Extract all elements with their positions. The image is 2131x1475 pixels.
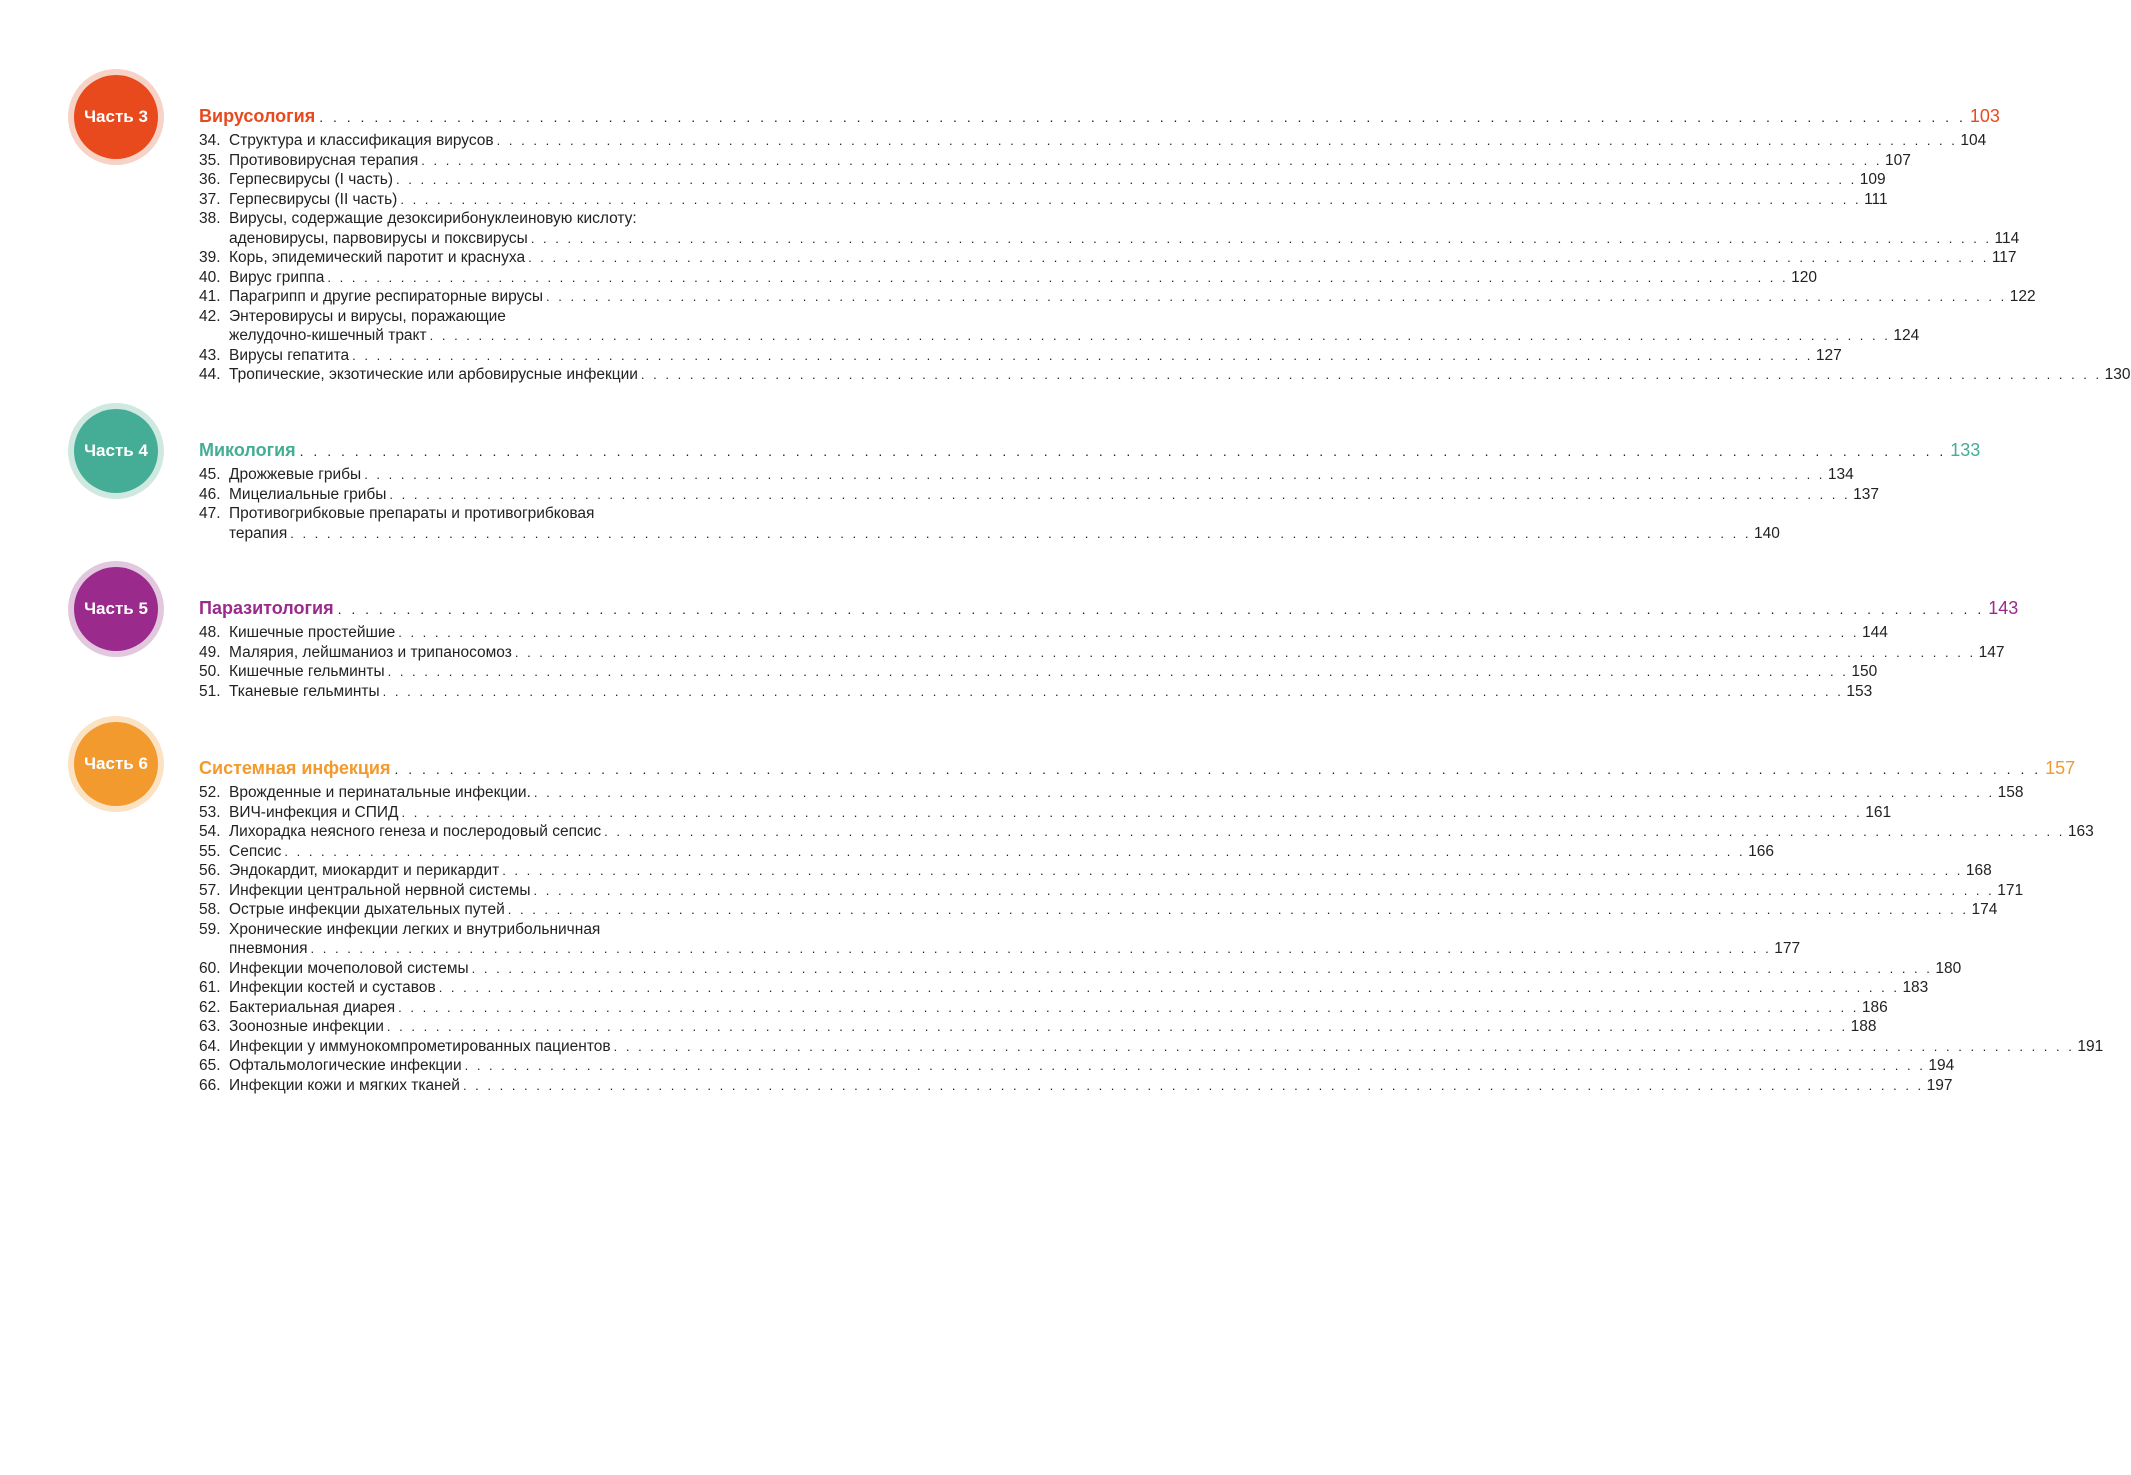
chapter-title: Врожденные и перинатальные инфекции. — [229, 784, 531, 801]
dot-leader: . . . . . . . . . . . . . . . . . . . . . . . . . . . . . . . . . . . . . . . . . . . . . . . . . . . . . . . . . . . . . . . . . . . . . . . . . . . . . . . . . . . . . . . . . . . . . . . . . . . . . . . . . . . . . . . . . . . . . . . . — [613, 1038, 2075, 1054]
chapter-title: Противовирусная терапия — [229, 151, 419, 169]
dot-leader: . . . . . . . . . . . . . . . . . . . . . . . . . . . . . . . . . . . . . . . . . . . . . . . . . . . . . . . . . . . . . . . . . . . . . . . . . . . . . . . . . . . . . . . . . . . . . . . . . . . . . . . . . . . . . . . . . . . . . . . . — [382, 683, 1844, 699]
chapter-page-number: 180 — [1935, 959, 1962, 977]
part-badge-label: Часть 4 — [74, 409, 158, 493]
chapter-number: 46. — [199, 485, 221, 503]
toc-entry[interactable] — [199, 365, 2131, 385]
chapter-page-number: 122 — [2009, 288, 2036, 305]
toc-block — [199, 104, 2131, 385]
toc-entry-line — [199, 268, 1818, 288]
toc-entry[interactable] — [199, 900, 1998, 920]
chapter-page-number: 144 — [1861, 624, 1888, 641]
toc-entry-line — [199, 643, 2005, 663]
part-heading[interactable] — [199, 596, 2019, 620]
dot-leader: . . . . . . . . . . . . . . . . . . . . . . . . . . . . . . . . . . . . . . . . . . . . . . . . . . . . . . . . . . . . . . . . . . . . . . . . . . . . . . . . . . . . . . . . . . . . . . . . . . . . . . . . . . . . . . . . . . . . . . . . — [464, 1058, 1926, 1073]
toc-entry-line — [199, 682, 1873, 702]
part-badge-label: Часть 5 — [74, 567, 158, 651]
dot-leader: . . . . . . . . . . . . . . . . . . . . . . . . . . . . . . . . . . . . . . . . . . . . . . . . . . . . . . . . . . . . . . . . . . . . . . . . . . . . . . . . . . . . . . . . . . . . . . . . . . . . . . . . . . . . . . . . . . . . . . . . — [514, 644, 1976, 660]
toc-entry-line — [199, 504, 776, 524]
toc-entry[interactable] — [199, 1076, 1953, 1096]
toc-entry-line — [199, 1017, 1877, 1037]
part-page-number: 103 — [1969, 106, 2000, 126]
chapter-number: 54. — [199, 823, 221, 840]
chapter-title: Дрожжевые грибы — [229, 466, 362, 483]
chapter-title: Инфекции у иммунокомпрометированных пациентов — [229, 1037, 611, 1055]
toc-entry-line — [199, 209, 776, 229]
chapter-title: Противогрибковые препараты и противогрибковая — [229, 505, 595, 522]
toc-entry[interactable] — [199, 998, 1888, 1018]
chapter-page-number: 109 — [1859, 171, 1886, 188]
dot-leader: . . . . . . . . . . . . . . . . . . . . . . . . . . . . . . . . . . . . . . . . . . . . . . . . . . . . . . . . . . . . . . . . . . . . . . . . . . . . . . . . . . . . . . . . . . . . . . . . . . . . . . . . . . . . . . . . . . . . . . . . — [387, 664, 1849, 679]
toc-entry[interactable] — [199, 783, 2024, 803]
chapter-page-number: 161 — [1865, 803, 1892, 821]
toc-entry[interactable] — [199, 131, 1987, 151]
dot-leader: . . . . . . . . . . . . . . . . . . . . . . . . . . . . . . . . . . . . . . . . . . . . . . . . . . . . . . . . . . . . . . . . . . . . . . . . . . . . . . . . . . . . . . . . . . . . . . . . . . . . . . . . . . . . . . . . . . . . . . . . — [462, 1077, 1924, 1093]
chapter-number: 51. — [199, 682, 221, 700]
chapter-number: 34. — [199, 132, 221, 149]
toc-entry[interactable] — [199, 861, 1992, 881]
chapter-title: Энтеровирусы и вирусы, поражающие — [229, 307, 506, 325]
toc-entry[interactable] — [199, 1056, 1955, 1076]
chapter-title: Кишечные гельминты — [229, 663, 385, 680]
chapter-title: Структура и классификация вирусов — [229, 132, 494, 149]
chapter-number: 64. — [199, 1037, 221, 1055]
toc-entry-line — [199, 623, 1888, 643]
chapter-number: 55. — [199, 842, 221, 860]
toc-entry-line — [199, 978, 1929, 998]
toc-entry[interactable] — [199, 920, 1801, 959]
dot-leader: . . . . . . . . . . . . . . . . . . . . . . . . . . . . . . . . . . . . . . . . . . . . . . . . . . . . . . . . . . . . . . . . . . . . . . . . . . . . . . . . . . . . . . . . . . . . . . . . . . . . . . . . . . . . . . . . . . . . . . . . — [507, 902, 1969, 917]
dot-leader: . . . . . . . . . . . . . . . . . . . . . . . . . . . . . . . . . . . . . . . . . . . . . . . . . . . . . . . . . . . . . . . . . . . . . . . . . . . . . . . . . . . . . . . . . . . . . . . . . . . . . . . . . . . . . . . . . . . . . . . . — [530, 230, 1992, 246]
chapter-title: Парагрипп и другие респираторные вирусы — [229, 288, 544, 305]
chapter-title: Инфекции центральной нервной системы — [229, 881, 531, 899]
chapter-title: Герпесвирусы (II часть) — [229, 190, 398, 208]
chapter-page-number: 147 — [1978, 643, 2005, 661]
toc-entry[interactable] — [199, 151, 1911, 171]
toc-entry-line — [199, 939, 1801, 959]
chapter-page-number: 134 — [1827, 466, 1854, 483]
toc-entry-line — [199, 131, 1987, 151]
toc-entry[interactable] — [199, 623, 1888, 643]
toc-entry[interactable] — [199, 803, 1892, 823]
chapter-title: Бактериальная диарея — [229, 998, 396, 1016]
dot-leader: . . . . . . . . . . . . . . . . . . . . . . . . . . . . . . . . . . . . . . . . . . . . . . . . . . . . . . . . . . . . . . . . . . . . . . . . . . . . . . . . . . . . . . . . . . . . . . . . . . . . . . . . . . . . . . . . . . . . . . . . — [502, 863, 1963, 878]
chapter-number: 43. — [199, 346, 221, 364]
dot-leader: . . . . . . . . . . . . . . . . . . . . . . . . . . . . . . . . . . . . . . . . . . . . . . . . . . . . . . . . . . . . . . . . . . . . . . . . . . . . . . . . . . . . . . . . . . . . . . . . . . . . . . . . . . . . . . . . . . . . . . . . — [319, 109, 1966, 125]
dot-leader: . . . . . . . . . . . . . . . . . . . . . . . . . . . . . . . . . . . . . . . . . . . . . . . . . . . . . . . . . . . . . . . . . . . . . . . . . . . . . . . . . . . . . . . . . . . . . . . . . . . . . . . . . . . . . . . . . . . . . . . . — [429, 328, 1891, 343]
toc-entry-line — [199, 920, 776, 940]
chapter-title: Тканевые гельминты — [229, 682, 380, 700]
chapter-page-number: 177 — [1774, 940, 1801, 957]
dot-leader: . . . . . . . . . . . . . . . . . . . . . . . . . . . . . . . . . . . . . . . . . . . . . . . . . . . . . . . . . . . . . . . . . . . . . . . . . . . . . . . . . . . . . . . . . . . . . . . . . . . . . . . . . . . . . . . . . . . . . . . . — [299, 443, 1947, 459]
toc-entry-line — [199, 783, 2024, 803]
toc-entry-line — [199, 287, 2036, 307]
chapter-title: Малярия, лейшманиоз и трипаносомоз — [229, 643, 512, 661]
chapter-title: Кишечные простейшие — [229, 624, 396, 641]
part-page-number: 143 — [1988, 598, 2019, 618]
chapter-page-number: 188 — [1850, 1018, 1877, 1035]
chapter-number: 42. — [199, 307, 221, 325]
toc-entry-line — [199, 803, 1892, 823]
toc-entry-line — [199, 861, 1992, 881]
toc-entry-line — [199, 900, 1998, 920]
toc-entry[interactable] — [199, 465, 1854, 485]
toc-entry[interactable] — [199, 822, 2094, 842]
chapter-page-number: 124 — [1893, 327, 1920, 344]
chapter-title: Инфекции кожи и мягких тканей — [229, 1076, 460, 1094]
part-title: Паразитология — [199, 598, 334, 618]
chapter-number: 38. — [199, 210, 221, 227]
chapter-title: Вирусы гепатита — [229, 346, 350, 364]
chapter-page-number: 166 — [1748, 842, 1774, 860]
part-badge — [68, 403, 164, 499]
toc-entry[interactable] — [199, 1017, 1877, 1037]
dot-leader: . . . . . . . . . . . . . . . . . . . . . . . . . . . . . . . . . . . . . . . . . . . . . . . . . . . . . . . . . . . . . . . . . . . . . . . . . . . . . . . . . . . . . . . . . . . . . . . . . . . . . . . . . . . . . . . . . . . . . . . . — [546, 289, 2007, 304]
chapter-number: 62. — [199, 998, 221, 1016]
chapter-page-number: 107 — [1885, 151, 1911, 169]
chapter-page-number: 114 — [1994, 229, 2020, 247]
dot-leader: . . . . . . . . . . . . . . . . . . . . . . . . . . . . . . . . . . . . . . . . . . . . . . . . . . . . . . . . . . . . . . . . . . . . . . . . . . . . . . . . . . . . . . . . . . . . . . . . . . . . . . . . . . . . . . . . . . . . . . . . — [398, 999, 1859, 1015]
chapter-page-number: 153 — [1846, 682, 1873, 700]
chapter-number: 48. — [199, 624, 221, 641]
chapter-title: пневмония — [229, 940, 308, 957]
dot-leader: . . . . . . . . . . . . . . . . . . . . . . . . . . . . . . . . . . . . . . . . . . . . . . . . . . . . . . . . . . . . . . . . . . . . . . . . . . . . . . . . . . . . . . . . . . . . . . . . . . . . . . . . . . . . . . . . . . . . . . . . — [496, 133, 1958, 148]
chapter-number: 63. — [199, 1018, 221, 1035]
chapter-title: Тропические, экзотические или арбовирусные инфекции — [229, 366, 638, 383]
chapter-page-number: 137 — [1853, 485, 1880, 503]
chapter-number: 39. — [199, 249, 221, 266]
chapter-page-number: 194 — [1928, 1057, 1955, 1074]
toc-entry[interactable] — [199, 170, 1886, 190]
chapter-title: Вирусы, содержащие дезоксирибонуклеиновую кислоту: — [229, 210, 637, 227]
dot-leader: . . . . . . . . . . . . . . . . . . . . . . . . . . . . . . . . . . . . . . . . . . . . . . . . . . . . . . . . . . . . . . . . . . . . . . . . . . . . . . . . . . . . . . . . . . . . . . . . . . . . . . . . . . . . . . . . . . . . . . . . — [327, 269, 1789, 285]
toc-entry-line — [199, 1056, 1955, 1076]
toc-entry-line — [199, 465, 1854, 485]
chapter-title: Офтальмологические инфекции — [229, 1057, 462, 1074]
chapter-page-number: 197 — [1926, 1076, 1953, 1094]
chapter-page-number: 163 — [2067, 823, 2094, 840]
toc-entry[interactable] — [199, 842, 1774, 862]
toc-entry-line — [199, 229, 2020, 249]
toc-entry[interactable] — [199, 268, 1818, 288]
dot-leader: . . . . . . . . . . . . . . . . . . . . . . . . . . . . . . . . . . . . . . . . . . . . . . . . . . . . . . . . . . . . . . . . . . . . . . . . . . . . . . . . . . . . . . . . . . . . . . . . . . . . . . . . . . . . . . . . . . . . . . . . — [290, 525, 1751, 541]
dot-leader: . . . . . . . . . . . . . . . . . . . . . . . . . . . . . . . . . . . . . . . . . . . . . . . . . . . . . . . . . . . . . . . . . . . . . . . . . . . . . . . . . . . . . . . . . . . . . . . . . . . . . . . . . . . . . . . . . . . . . . . . — [394, 761, 2042, 777]
dot-leader: . . . . . . . . . . . . . . . . . . . . . . . . . . . . . . . . . . . . . . . . . . . . . . . . . . . . . . . . . . . . . . . . . . . . . . . . . . . . . . . . . . . . . . . . . . . . . . . . . . . . . . . . . . . . . . . . . . . . . . . . — [398, 625, 1859, 640]
toc-entry[interactable] — [199, 643, 2005, 663]
chapter-number: 61. — [199, 979, 221, 996]
toc-entry-line — [199, 365, 2131, 385]
chapter-title: Корь, эпидемический паротит и краснуха — [229, 249, 526, 266]
toc-entry[interactable] — [199, 959, 1962, 979]
toc-block — [199, 596, 2019, 701]
chapter-page-number: 130 — [2104, 366, 2131, 383]
chapter-number: 49. — [199, 643, 221, 661]
part-page-number: 133 — [1950, 440, 1981, 460]
chapter-title: Инфекции костей и суставов — [229, 979, 436, 996]
chapter-title: Хронические инфекции легких и внутрибольничная — [229, 920, 601, 938]
part-title: Системная инфекция — [199, 758, 391, 778]
toc-entry-line — [199, 662, 1878, 682]
toc-entry-line — [199, 248, 2017, 268]
part-badge — [68, 561, 164, 657]
dot-leader: . . . . . . . . . . . . . . . . . . . . . . . . . . . . . . . . . . . . . . . . . . . . . . . . . . . . . . . . . . . . . . . . . . . . . . . . . . . . . . . . . . . . . . . . . . . . . . . . . . . . . . . . . . . . . . . . . . . . . . . . — [438, 980, 1900, 995]
dot-leader: . . . . . . . . . . . . . . . . . . . . . . . . . . . . . . . . . . . . . . . . . . . . . . . . . . . . . . . . . . . . . . . . . . . . . . . . . . . . . . . . . . . . . . . . . . . . . . . . . . . . . . . . . . . . . . . . . . . . . . . . — [386, 1019, 1848, 1034]
toc-entry-line — [199, 998, 1888, 1018]
chapter-title: Мицелиальные грибы — [229, 485, 387, 503]
dot-leader: . . . . . . . . . . . . . . . . . . . . . . . . . . . . . . . . . . . . . . . . . . . . . . . . . . . . . . . . . . . . . . . . . . . . . . . . . . . . . . . . . . . . . . . . . . . . . . . . . . . . . . . . . . . . . . . . . . . . . . . . — [337, 601, 1985, 617]
chapter-title: Сепсис — [229, 842, 282, 860]
toc-entry[interactable] — [199, 881, 2024, 901]
chapter-page-number: 104 — [1960, 132, 1987, 149]
toc-entry[interactable] — [199, 1037, 2104, 1057]
part-title: Вирусология — [199, 106, 316, 126]
chapter-number: 60. — [199, 959, 221, 977]
dot-leader: . . . . . . . . . . . . . . . . . . . . . . . . . . . . . . . . . . . . . . . . . . . . . . . . . . . . . . . . . . . . . . . . . . . . . . . . . . . . . . . . . . . . . . . . . . . . . . . . . . . . . . . . . . . . . . . . . . . . . . . . — [310, 941, 1772, 956]
dot-leader: . . . . . . . . . . . . . . . . . . . . . . . . . . . . . . . . . . . . . . . . . . . . . . . . . . . . . . . . . . . . . . . . . . . . . . . . . . . . . . . . . . . . . . . . . . . . . . . . . . . . . . . . . . . . . . . . . . . . . . . . — [533, 785, 1995, 800]
chapter-page-number: 158 — [1997, 784, 2024, 801]
chapter-page-number: 186 — [1861, 998, 1888, 1016]
toc-block — [199, 756, 2104, 1095]
chapter-number: 37. — [199, 190, 221, 208]
chapter-title: Вирус гриппа — [229, 268, 325, 286]
dot-leader: . . . . . . . . . . . . . . . . . . . . . . . . . . . . . . . . . . . . . . . . . . . . . . . . . . . . . . . . . . . . . . . . . . . . . . . . . . . . . . . . . . . . . . . . . . . . . . . . . . . . . . . . . . . . . . . . . . . . . . . . — [400, 191, 1862, 207]
chapter-number: 59. — [199, 920, 221, 938]
dot-leader: . . . . . . . . . . . . . . . . . . . . . . . . . . . . . . . . . . . . . . . . . . . . . . . . . . . . . . . . . . . . . . . . . . . . . . . . . . . . . . . . . . . . . . . . . . . . . . . . . . . . . . . . . . . . . . . . . . . . . . . . — [389, 486, 1851, 502]
chapter-title: Лихорадка неясного генеза и послеродовый сепсис — [229, 823, 602, 840]
chapter-page-number: 127 — [1815, 346, 1842, 364]
dot-leader: . . . . . . . . . . . . . . . . . . . . . . . . . . . . . . . . . . . . . . . . . . . . . . . . . . . . . . . . . . . . . . . . . . . . . . . . . . . . . . . . . . . . . . . . . . . . . . . . . . . . . . . . . . . . . . . . . . . . . . . . — [471, 960, 1933, 976]
chapter-title: терапия — [229, 524, 288, 542]
toc-entry[interactable] — [199, 978, 1929, 998]
part-heading[interactable] — [199, 438, 1981, 462]
chapter-title: аденовирусы, парвовирусы и поксвирусы — [229, 229, 528, 247]
chapter-number: 41. — [199, 288, 221, 305]
toc-entry-line — [199, 1076, 1953, 1096]
part-page-number: 157 — [2045, 758, 2076, 778]
dot-leader: . . . . . . . . . . . . . . . . . . . . . . . . . . . . . . . . . . . . . . . . . . . . . . . . . . . . . . . . . . . . . . . . . . . . . . . . . . . . . . . . . . . . . . . . . . . . . . . . . . . . . . . . . . . . . . . . . . . . . . . . — [533, 882, 1995, 898]
chapter-number: 36. — [199, 171, 221, 188]
chapter-number: 56. — [199, 862, 221, 879]
chapter-number: 52. — [199, 784, 221, 801]
chapter-page-number: 111 — [1864, 190, 1888, 208]
toc-entry-line — [199, 1037, 2104, 1057]
toc-entry-line — [199, 485, 1880, 505]
chapter-number: 45. — [199, 466, 221, 483]
toc-entry-line — [199, 842, 1774, 862]
part-badge-label: Часть 6 — [74, 722, 158, 806]
toc-block — [199, 438, 1981, 543]
chapter-page-number: 191 — [2077, 1037, 2104, 1055]
toc-entry-line — [199, 307, 776, 327]
part-heading[interactable] — [199, 756, 2076, 780]
toc-entry[interactable] — [199, 662, 1878, 682]
chapter-number: 57. — [199, 881, 221, 899]
chapter-page-number: 171 — [1997, 881, 2024, 899]
dot-leader: . . . . . . . . . . . . . . . . . . . . . . . . . . . . . . . . . . . . . . . . . . . . . . . . . . . . . . . . . . . . . . . . . . . . . . . . . . . . . . . . . . . . . . . . . . . . . . . . . . . . . . . . . . . . . . . . . . . . . . . . — [352, 347, 1813, 363]
toc-entry[interactable] — [199, 682, 1873, 702]
dot-leader: . . . . . . . . . . . . . . . . . . . . . . . . . . . . . . . . . . . . . . . . . . . . . . . . . . . . . . . . . . . . . . . . . . . . . . . . . . . . . . . . . . . . . . . . . . . . . . . . . . . . . . . . . . . . . . . . . . . . . . . . — [364, 467, 1825, 482]
toc-entry[interactable] — [199, 209, 2020, 248]
chapter-title: Эндокардит, миокардит и перикардит — [229, 862, 500, 879]
toc-entry[interactable] — [199, 485, 1880, 505]
toc-entry[interactable] — [199, 346, 1842, 366]
toc-entry-line — [199, 170, 1886, 190]
dot-leader: . . . . . . . . . . . . . . . . . . . . . . . . . . . . . . . . . . . . . . . . . . . . . . . . . . . . . . . . . . . . . . . . . . . . . . . . . . . . . . . . . . . . . . . . . . . . . . . . . . . . . . . . . . . . . . . . . . . . . . . . — [401, 804, 1863, 820]
part-title: Микология — [199, 440, 296, 460]
chapter-number: 65. — [199, 1057, 221, 1074]
part-badge-label: Часть 3 — [74, 75, 158, 159]
toc-entry-line — [199, 190, 1888, 210]
part-badge — [68, 69, 164, 165]
dot-leader: . . . . . . . . . . . . . . . . . . . . . . . . . . . . . . . . . . . . . . . . . . . . . . . . . . . . . . . . . . . . . . . . . . . . . . . . . . . . . . . . . . . . . . . . . . . . . . . . . . . . . . . . . . . . . . . . . . . . . . . . — [284, 843, 1746, 859]
dot-leader: . . . . . . . . . . . . . . . . . . . . . . . . . . . . . . . . . . . . . . . . . . . . . . . . . . . . . . . . . . . . . . . . . . . . . . . . . . . . . . . . . . . . . . . . . . . . . . . . . . . . . . . . . . . . . . . . . . . . . . . . — [528, 250, 1989, 265]
toc-entry[interactable] — [199, 190, 1888, 210]
chapter-number: 35. — [199, 151, 221, 169]
chapter-title: ВИЧ-инфекция и СПИД — [229, 803, 399, 821]
toc-entry-line — [199, 881, 2024, 901]
dot-leader: . . . . . . . . . . . . . . . . . . . . . . . . . . . . . . . . . . . . . . . . . . . . . . . . . . . . . . . . . . . . . . . . . . . . . . . . . . . . . . . . . . . . . . . . . . . . . . . . . . . . . . . . . . . . . . . . . . . . . . . . — [421, 152, 1882, 168]
toc-entry[interactable] — [199, 307, 1920, 346]
chapter-page-number: 120 — [1791, 268, 1818, 286]
chapter-number: 66. — [199, 1076, 221, 1094]
toc-entry-line — [199, 822, 2094, 842]
chapter-title: Инфекции мочеполовой системы — [229, 959, 469, 977]
chapter-title: желудочно-кишечный тракт — [229, 327, 427, 344]
toc-entry-line — [199, 959, 1962, 979]
toc-entry-line — [199, 151, 1911, 171]
chapter-title: Зоонозные инфекции — [229, 1018, 384, 1035]
dot-leader: . . . . . . . . . . . . . . . . . . . . . . . . . . . . . . . . . . . . . . . . . . . . . . . . . . . . . . . . . . . . . . . . . . . . . . . . . . . . . . . . . . . . . . . . . . . . . . . . . . . . . . . . . . . . . . . . . . . . . . . . — [604, 824, 2065, 839]
chapter-page-number: 174 — [1971, 901, 1998, 918]
chapter-title: Герпесвирусы (I часть) — [229, 171, 394, 188]
chapter-page-number: 168 — [1965, 862, 1992, 879]
chapter-number: 44. — [199, 366, 221, 383]
chapter-number: 47. — [199, 505, 221, 522]
part-badge — [68, 716, 164, 812]
chapter-page-number: 117 — [1991, 249, 2017, 266]
toc-entry-line — [199, 326, 1920, 346]
chapter-number: 53. — [199, 803, 221, 821]
part-heading[interactable] — [199, 104, 2000, 128]
chapter-number: 50. — [199, 663, 221, 680]
chapter-page-number: 140 — [1753, 524, 1780, 542]
dot-leader: . . . . . . . . . . . . . . . . . . . . . . . . . . . . . . . . . . . . . . . . . . . . . . . . . . . . . . . . . . . . . . . . . . . . . . . . . . . . . . . . . . . . . . . . . . . . . . . . . . . . . . . . . . . . . . . . . . . . . . . . — [640, 367, 2102, 382]
toc-entry[interactable] — [199, 287, 2036, 307]
toc-entry-line — [199, 346, 1842, 366]
toc-entry[interactable] — [199, 248, 2017, 268]
chapter-title: Острые инфекции дыхательных путей — [229, 901, 505, 918]
dot-leader: . . . . . . . . . . . . . . . . . . . . . . . . . . . . . . . . . . . . . . . . . . . . . . . . . . . . . . . . . . . . . . . . . . . . . . . . . . . . . . . . . . . . . . . . . . . . . . . . . . . . . . . . . . . . . . . . . . . . . . . . — [396, 172, 1857, 187]
chapter-page-number: 183 — [1902, 979, 1929, 996]
toc-entry-line — [199, 524, 1780, 544]
toc-entry[interactable] — [199, 504, 1780, 543]
chapter-number: 58. — [199, 901, 221, 918]
chapter-page-number: 150 — [1851, 663, 1878, 680]
chapter-number: 40. — [199, 268, 221, 286]
